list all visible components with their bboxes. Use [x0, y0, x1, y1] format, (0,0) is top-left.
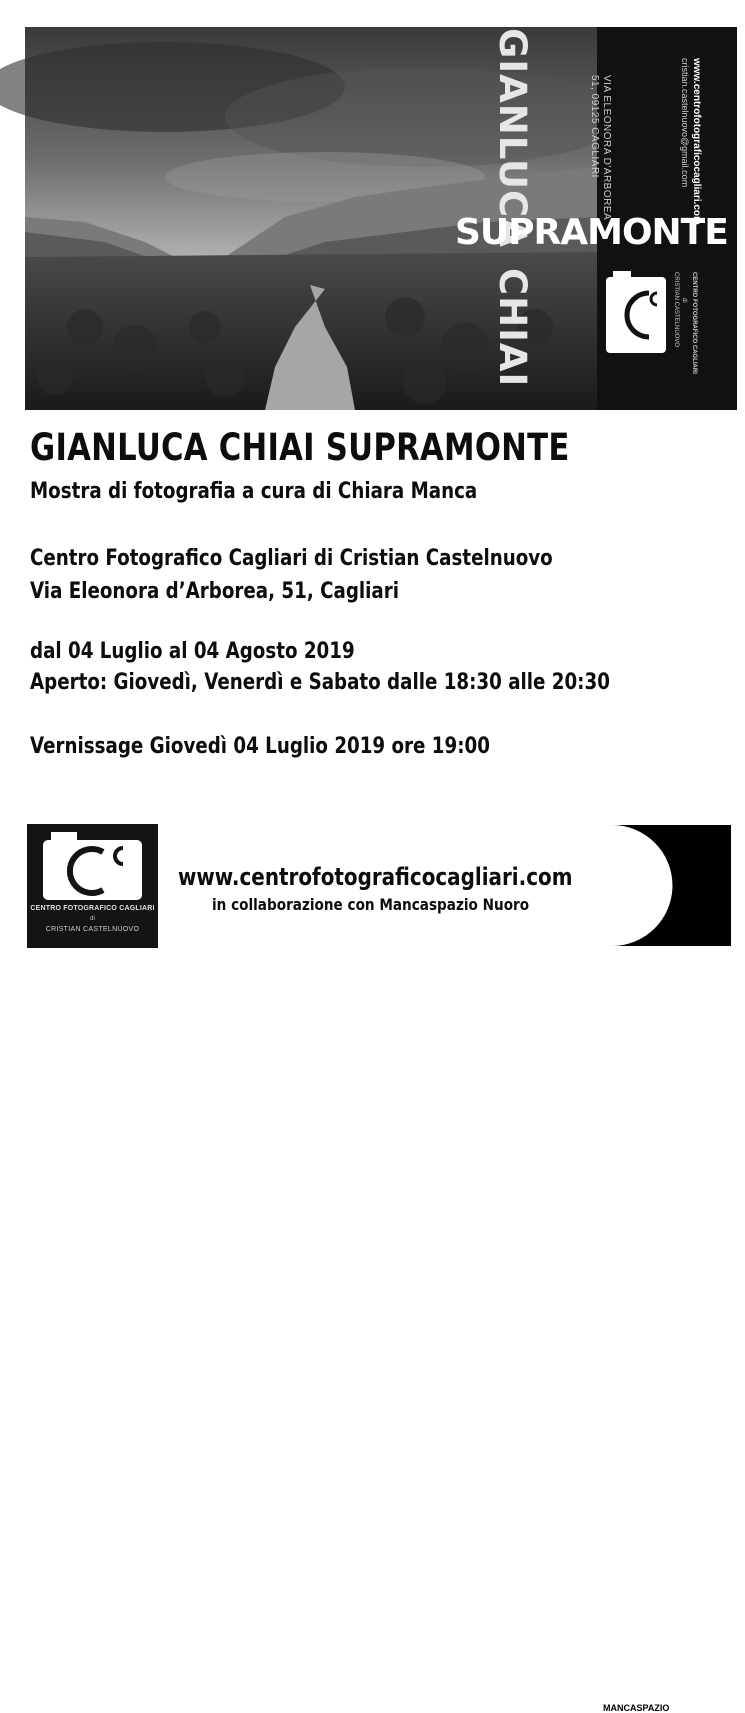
banner-address-line1: VIA ELEONORA D'ARBOREA — [601, 75, 612, 221]
exhibition-dates: dal 04 Luglio al 04 Agosto 2019 — [30, 639, 355, 664]
exhibition-subtitle: Mostra di fotografia a cura di Chiara Manca — [30, 479, 478, 504]
vernissage-info: Vernissage Giovedì 04 Luglio 2019 ore 19:00 — [30, 734, 490, 759]
banner-vertical-last-name: CHIAI — [491, 268, 534, 388]
banner-email: cristian.castelnuovo@gmail.com — [680, 58, 690, 188]
footer-logo-line2: di — [90, 916, 95, 922]
mancaspazio-shape-icon — [600, 825, 731, 946]
mancaspazio-label: MANCASPAZIO — [603, 1703, 670, 1713]
centro-fotografico-logo — [27, 824, 158, 948]
camera-logo-icon — [605, 271, 667, 357]
exhibition-title: GIANLUCA CHIAI SUPRAMONTE — [30, 426, 570, 469]
banner-vertical-first-name: GIANLUCA — [491, 28, 534, 248]
footer-website-link[interactable]: www.centrofotograficocagliari.com — [178, 863, 573, 891]
banner-logo-line3: CRISTIAN CASTELNUOVO — [673, 272, 679, 348]
venue-address: Via Eleonora d’Arborea, 51, Cagliari — [30, 579, 400, 604]
footer-logo-line1: CENTRO FOTOGRAFICO CAGLIARI — [30, 905, 155, 912]
opening-hours: Aperto: Giovedì, Venerdì e Sabato dalle 18:30 alle 20:30 — [30, 670, 610, 695]
footer-collaboration: in collaborazione con Mancaspazio Nuoro — [212, 895, 530, 914]
footer-logo-line3: CRISTIAN CASTELNUOVO — [45, 926, 140, 933]
banner-address-line2: 51, 09125 CAGLIARI — [589, 75, 600, 178]
banner-website: www.centrofotograficocagliari.com — [691, 58, 702, 225]
banner-logo-line2: di — [681, 298, 687, 303]
venue-name: Centro Fotografico Cagliari di Cristian Castelnuovo — [30, 546, 553, 571]
camera-logo-icon — [41, 832, 144, 902]
banner-title: SUPRAMONTE — [455, 212, 728, 253]
banner-logo-line1: CENTRO FOTOGRAFICO CAGLIARI — [691, 272, 697, 374]
mancaspazio-logo — [600, 825, 731, 1713]
